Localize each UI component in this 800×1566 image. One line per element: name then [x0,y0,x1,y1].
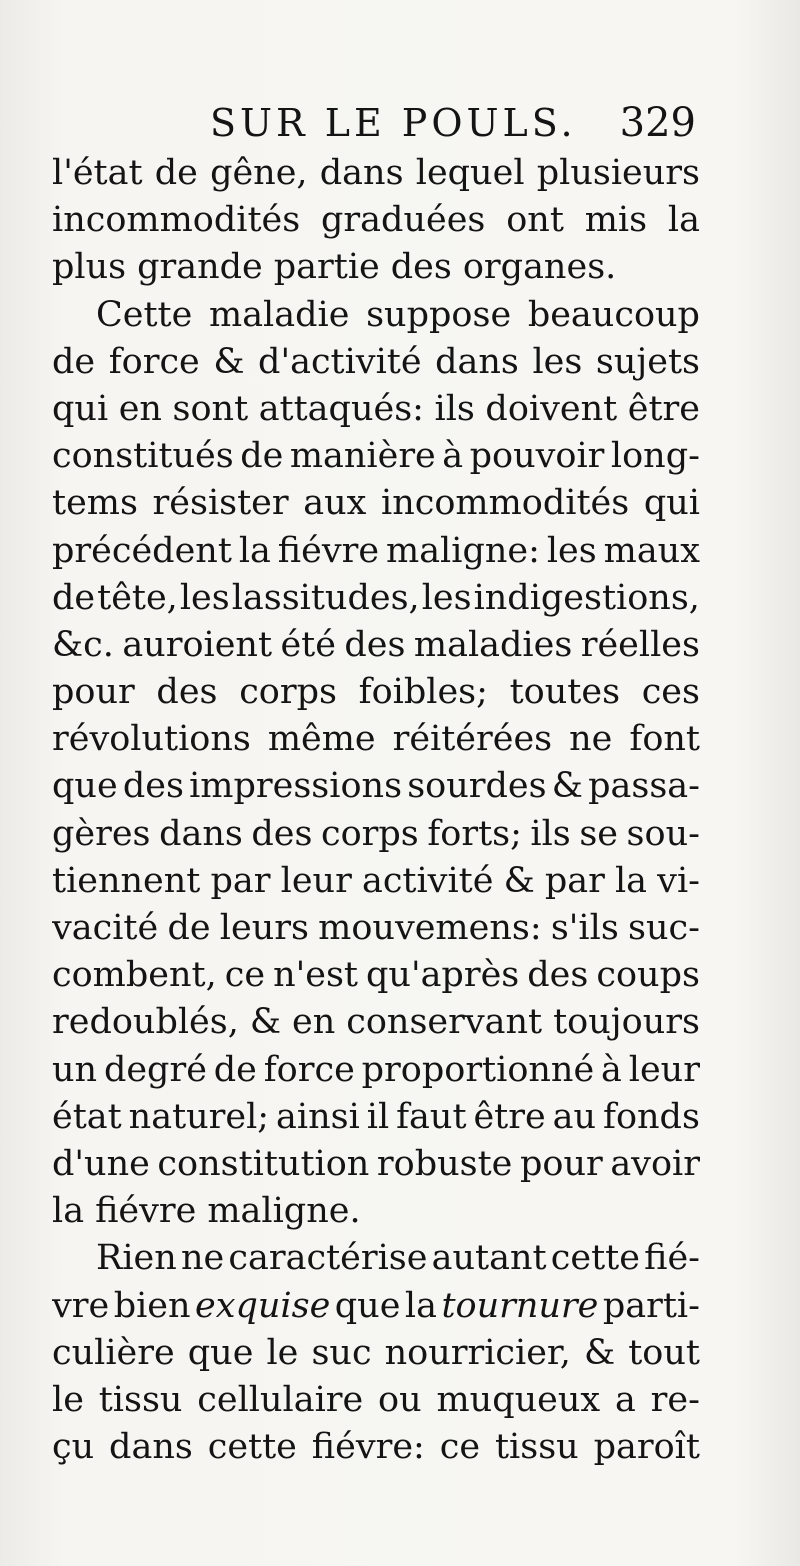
word: la [238,530,271,571]
word: fiévre [277,530,380,571]
word: nourricier, [384,1332,571,1373]
word: révolutions [52,719,251,760]
word: corps [239,672,337,713]
word: les [532,341,583,382]
word: force [263,1049,355,1090]
word: tête, [97,577,178,618]
word: paroît [593,1427,700,1468]
word: vre [52,1285,110,1326]
word: toutes [509,672,621,713]
text-line [52,622,700,669]
word: dans [435,341,519,382]
word: fonds [602,1096,700,1137]
word: indigestions, [473,577,700,618]
word: proportionné [361,1049,595,1090]
word: sujets [595,341,700,382]
word: les [546,530,597,571]
word: maladie [209,294,350,335]
word: faut [396,1096,467,1137]
word: & [551,766,583,807]
word: doivent [485,388,618,429]
word: cette [207,1427,297,1468]
word: ainsi [276,1096,360,1137]
word: &c. [52,624,114,665]
word: coups [596,955,700,996]
word: leur [628,1049,700,1090]
text-line [52,1330,700,1377]
word: que [187,1332,254,1373]
word: lassitudes, [231,577,420,618]
text-line [52,197,700,244]
word: état [52,1096,122,1137]
text-line [52,1141,700,1188]
word: tournure [441,1285,599,1326]
word: naturel; [128,1096,270,1137]
word: degré [103,1049,207,1090]
word: des [390,247,452,288]
word: robuste [376,1143,513,1184]
word: de [167,908,211,948]
word: résister [152,483,289,524]
word: ne [569,719,613,760]
word: Rien [96,1238,177,1279]
word: maligne. [207,1191,361,1232]
word: maladies [413,624,573,665]
word: vi- [657,860,700,901]
running-head: SUR LE POULS. [210,101,577,145]
word: il [366,1096,390,1137]
word: maligne: [386,530,540,571]
word: de [52,341,96,382]
word: n'est [273,955,358,996]
word: en [292,1002,336,1043]
word: constitués [52,436,234,477]
word: fiévre: [311,1427,425,1468]
word: de [240,436,284,477]
word: redoublés, [52,1002,239,1043]
word: ce [439,1427,481,1468]
text-line [52,811,700,858]
word: fiévre [95,1191,197,1232]
word: font [629,719,700,760]
word: parti- [602,1285,700,1326]
word: à [601,1049,622,1090]
text-line [52,1094,700,1141]
word: incommodités [381,483,630,524]
word: été [280,624,336,665]
word: passa- [588,766,700,807]
word: que [52,766,118,807]
word: ou [378,1379,422,1420]
word: mouvemens: [318,908,542,948]
word: cette [550,1238,640,1279]
page-number: 329 [619,100,696,146]
word: leurs [219,908,309,948]
word: grande [137,247,263,288]
text-line [52,1377,700,1424]
word: leur [280,860,352,901]
word: force [108,341,200,382]
word: des [251,813,313,854]
word: les [421,577,472,618]
word: & [249,1002,282,1043]
text-line [52,716,700,763]
word: la [614,860,648,901]
word: vacité [52,908,159,948]
word: muqueux [436,1379,601,1420]
text-line [52,1188,700,1235]
word: de [52,577,96,618]
word: foibles; [358,672,488,713]
body-text [52,150,700,1471]
text-line [52,905,700,952]
word: & [503,860,535,901]
word: précédent [52,530,232,571]
text-line [52,1235,700,1282]
text-line [52,1283,700,1330]
word: toujours [553,1002,700,1043]
word: de [213,1049,257,1090]
text-line [52,244,700,291]
word: attaqués: [258,388,424,429]
word: pour [519,1143,603,1184]
word: la [52,1191,85,1232]
word: ce [224,955,266,996]
word: la [667,200,700,241]
word: culière [52,1332,175,1373]
word: se [579,813,618,854]
word: dans [159,813,243,854]
word: ils [530,813,571,854]
word: plusieurs [536,153,700,193]
word: bien [113,1285,191,1326]
word: s'ils [550,908,619,948]
word: d'une [52,1143,150,1184]
word: re- [650,1379,700,1420]
text-line [52,1047,700,1094]
word: combent, [52,955,217,996]
word: ont [506,200,564,241]
word: corps [321,813,419,854]
word: autant [431,1238,547,1279]
word: ne [180,1238,225,1279]
word: sont [172,388,249,429]
word: les [179,577,230,618]
word: sourdes [407,766,547,807]
word: en [118,388,162,429]
word: tiennent [52,860,201,901]
word: exquise [195,1285,331,1326]
word: ces [641,672,700,713]
word: lequel [415,153,525,193]
text-line [52,669,700,716]
word: l'état [52,153,143,193]
word: des [122,766,184,807]
word: gères [52,813,151,854]
word: partie [273,247,380,288]
word: le [266,1332,299,1373]
text-line [52,433,700,480]
word: réitérées [392,719,553,760]
word: impressions [189,766,403,807]
word: par [544,860,605,901]
word: tout [628,1332,700,1373]
word: qu'après [366,955,520,996]
text-line [52,528,700,575]
word: constitution [157,1143,370,1184]
word: auroient [122,624,273,665]
text-line [52,575,700,622]
word: des [344,624,406,665]
word: beaucoup [527,294,700,335]
word: a [614,1379,636,1420]
word: des [156,672,218,713]
word: dans [109,1427,193,1468]
word: pouvoir [469,436,605,477]
word: au [552,1096,597,1137]
word: sou- [626,813,700,854]
word: cellulaire [197,1379,364,1420]
word: qui [643,483,700,524]
word: plus [52,247,127,288]
word: incommodités [52,200,301,241]
word: de [154,153,198,193]
word: des [527,955,589,996]
word: être [627,388,700,429]
word: à [442,436,464,477]
word: suc- [628,908,700,948]
word: être [473,1096,546,1137]
word: le [52,1379,84,1420]
word: aux [303,483,367,524]
word: pour [52,672,135,713]
word: conservant [346,1002,543,1043]
word: çu [52,1427,95,1468]
word: la [404,1285,437,1326]
word: & [583,1332,616,1373]
word: gêne, [210,153,308,193]
text-line [52,150,700,197]
text-line [52,999,700,1046]
text-line [52,480,700,527]
word: d'activité [258,341,422,382]
word: long- [610,436,700,477]
text-line [52,763,700,810]
word: tems [52,483,138,524]
word: tissu [494,1427,579,1468]
word: tissu [98,1379,183,1420]
word: maux [603,530,700,571]
word: réelles [580,624,700,665]
word: organes. [462,247,617,288]
word: avoir [610,1143,700,1184]
word: activité [361,860,494,901]
word: suc [311,1332,372,1373]
word: & [213,341,245,382]
word: un [52,1049,98,1090]
word: même [267,719,376,760]
word: mis [584,200,648,241]
word: Cette [96,294,193,335]
text-line [52,1424,700,1471]
page-header [52,98,702,148]
word: caractérise [228,1238,428,1279]
word: forts; [427,813,522,854]
word: suppose [366,294,512,335]
word: ils [434,388,475,429]
text-line [52,952,700,999]
text-line [52,858,700,905]
text-line [52,386,700,433]
text-line [52,292,700,339]
word: qui [52,388,109,429]
word: graduées [321,200,486,241]
word: par [210,860,271,901]
word: dans [319,153,404,193]
word: manière [289,436,436,477]
text-line [52,339,700,386]
word: fié- [644,1238,700,1279]
word: que [334,1285,401,1326]
